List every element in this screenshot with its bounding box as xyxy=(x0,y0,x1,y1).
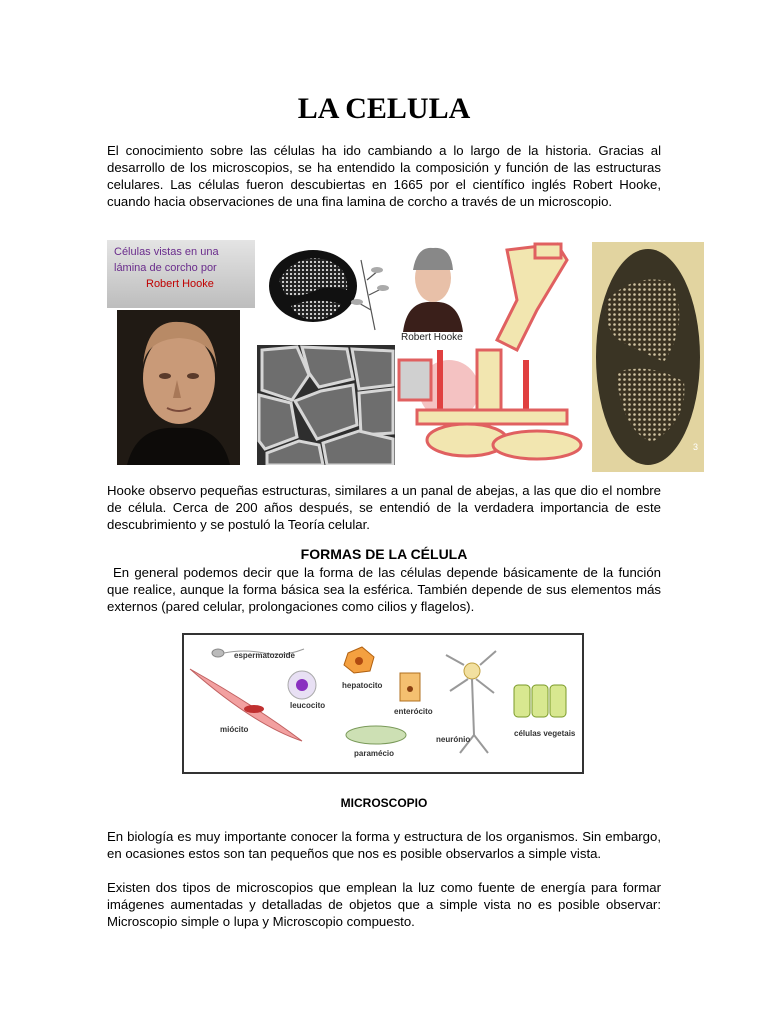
label-leucocito: leucocito xyxy=(290,701,326,710)
label-neuronio: neurónio xyxy=(436,735,471,744)
microscopio-paragraph-2: Existen dos tipos de microscopios que emplean la luz como fuente de energía para formar imágenes aumentadas y detalladas de objetos que a simple vista no es posible observar: Microscopio simple o lupa y Microscopio compuesto. xyxy=(107,880,661,929)
cork-section-image xyxy=(592,242,704,472)
microscopio-heading: MICROSCOPIO xyxy=(340,796,428,810)
hooke-portrait-image xyxy=(117,310,240,465)
caption-line-2: lámina de corcho por xyxy=(114,262,217,274)
intro-paragraph: El conocimiento sobre las células ha ido cambiando a lo largo de la historia. Gracias al desarrollo de los microscopios, se ha entendido la composición y función de las estructuras celulares. Las células fueron descubiertas en 1665 por el científico inglés Robert Hooke, cuando hacia observaciones de una fina lamina de corcho a través de un microscopio. xyxy=(107,143,661,209)
page-title: LA CELULA xyxy=(297,92,471,125)
label-enterocito: enterócito xyxy=(394,707,433,716)
label-miocito: miócito xyxy=(220,725,249,734)
portrait-label: Robert Hooke xyxy=(401,332,463,343)
caption-box xyxy=(107,240,255,308)
formas-paragraph: En general podemos decir que la forma de las células depende básicamente de la función que realice, aunque la forma básica sea la esférica. También depende de sus elementos más externos (pared celular, prolongaciones como cilios y flagelos). xyxy=(107,565,661,614)
formas-heading: FORMAS DE LA CÉLULA xyxy=(300,546,468,562)
label-espermatozoide: espermatozoide xyxy=(234,651,295,660)
label-hepatocito: hepatocito xyxy=(342,681,383,690)
microscopio-paragraph-1: En biología es muy importante conocer la forma y estructura de los organismos. Sin embargo, en ocasiones estos son tan pequeños que nos es posible observarlos a simple vista. xyxy=(107,829,661,861)
cork-micrograph-image xyxy=(257,345,395,465)
caption-line-1: Células vistas en una xyxy=(114,246,219,258)
caption-line-3: Robert Hooke xyxy=(146,278,214,290)
hooke-paragraph: Hooke observo pequeñas estructuras, similares a un panal de abejas, a las que dio el nombre de célula. Cerca de 200 años después, se entendió de la verdadera importancia de este descubrimiento y se postuló la Teoría celular. xyxy=(107,483,661,532)
cell-types-figure xyxy=(182,633,584,774)
label-vegetais: células vegetais xyxy=(514,729,576,738)
microscope-illustration xyxy=(397,240,589,465)
figure-number: 3 xyxy=(692,442,698,452)
label-paramecio: paramécio xyxy=(354,749,395,758)
cork-drawing-image xyxy=(257,240,395,343)
